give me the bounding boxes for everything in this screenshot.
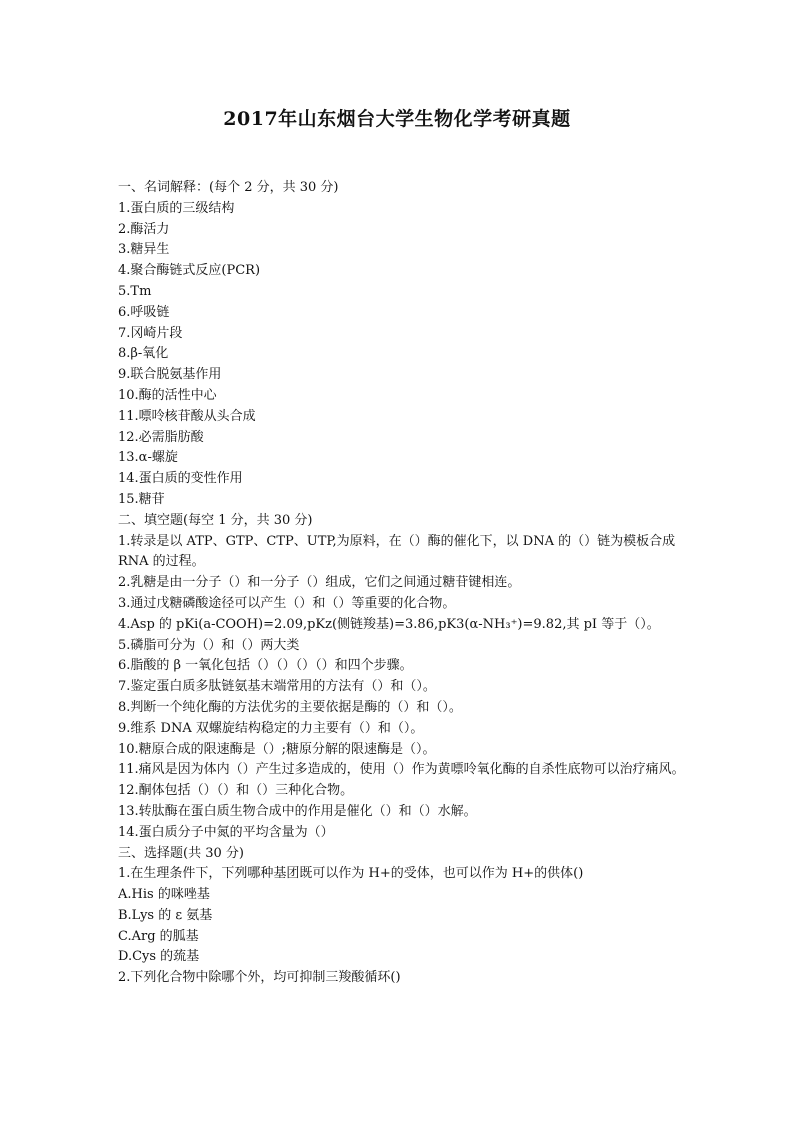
question: 1.在生理条件下，下列哪种基团既可以作为 H+的受体，也可以作为 H+的供体() [118,866,584,882]
list-item: 8.判断一个纯化酶的方法优劣的主要依据是酶的（）和（）。 [118,699,462,715]
list-item: 9.联合脱氨基作用 [118,367,222,383]
list-item: 12.酮体包括（）（）和（）三种化合物。 [118,783,354,799]
list-item: 15.糖苷 [118,491,165,507]
section-heading: 一、名词解释：(每个 2 分，共 30 分) [118,180,339,195]
document-body [118,178,688,989]
section-heading: 二、填空题(每空 1 分，共 30 分) [118,512,313,528]
list-item: 3.通过戊糖磷酸途径可以产生（）和（）等重要的化合物。 [118,595,456,611]
page-title: 2017年山东烟台大学生物化学考研真题 [223,108,571,130]
list-item: 2.酶活力 [118,221,170,237]
list-item: 1.转录是以 ATP、GTP、CTP、UTP,为原料，在（）酶的催化下，以 DNA 的（）链为模板合成 RNA 的过程。 [118,533,676,570]
list-item: 10.糖原合成的限速酶是（）;糖原分解的限速酶是（）。 [118,741,436,757]
answer-option: A.His 的咪唑基 [118,887,210,903]
list-item: 6.脂酸的 β 一氧化包括（）（）（）（）和四个步骤。 [118,658,413,674]
list-item: 12.必需脂肪酸 [118,429,204,445]
list-item: 11.痛风是因为体内（）产生过多造成的，使用（）作为黄嘌呤氧化酶的自杀性底物可以治疗痛风。 [118,762,685,778]
list-item: 14.蛋白质分子中氮的平均含量为（） [118,824,334,840]
answer-option: B.Lys 的 ε 氨基 [118,907,213,923]
list-item: 13.转肽酶在蛋白质生物合成中的作用是催化（）和（）水解。 [118,803,477,819]
list-item: 1.蛋白质的三级结构 [118,200,235,216]
list-item: 5.磷脂可分为（）和（）两大类 [118,637,300,653]
list-item: 14.蛋白质的变性作用 [118,471,243,487]
section-heading: 三、选择题(共 30 分) [118,845,244,861]
list-item: 9.维系 DNA 双螺旋结构稳定的力主要有（）和（）。 [118,720,424,736]
list-item: 2.乳糖是由一分子（）和一分子（）组成，它们之间通过糖苷键相连。 [118,575,521,591]
list-item: 5.Tm [118,283,152,299]
list-item: 6.呼吸链 [118,304,170,320]
list-item: 4.Asp 的 pKi(a-COOH)=2.09,pKz(侧链羧基)=3.86,pK3(α-NH₃⁺)=9.82,其 pI 等于（）。 [118,616,660,632]
list-item: 13.α-螺旋 [118,450,178,466]
list-item: 11.嘌呤核苷酸从头合成 [118,408,256,424]
answer-option: D.Cys 的巯基 [118,949,200,965]
list-item: 8.β-氧化 [118,346,169,362]
question: 2.下列化合物中除哪个外，均可抑制三羧酸循环() [118,970,401,986]
list-item: 7.冈崎片段 [118,325,183,341]
list-item: 10.酶的活性中心 [118,387,217,403]
list-item: 7.鉴定蛋白质多肽链氨基末端常用的方法有（）和（）。 [118,679,436,695]
list-item: 3.糖异生 [118,242,170,258]
answer-option: C.Arg 的胍基 [118,928,199,944]
list-item: 4.聚合酶链式反应(PCR) [118,263,261,279]
